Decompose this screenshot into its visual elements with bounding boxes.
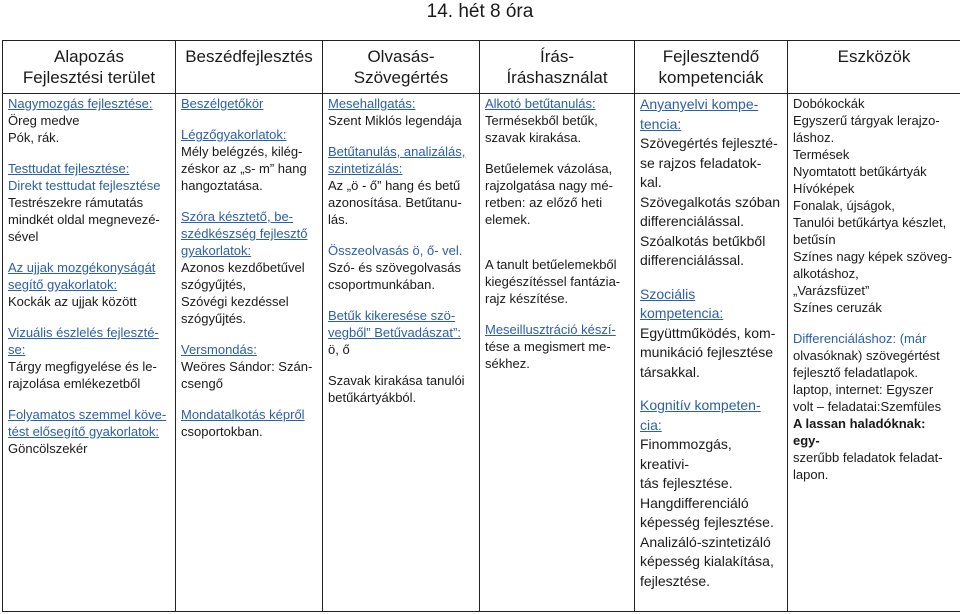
cell-line: Szóra késztető, be-	[181, 209, 293, 224]
cell-line: mindkét oldal megnevezé-	[8, 212, 160, 227]
cell-line: Differenciáláshoz: (már	[793, 331, 927, 346]
spacer	[485, 242, 629, 256]
spacer	[8, 310, 170, 324]
cell-line: Légzőgyakorlatok:	[181, 127, 287, 142]
cell-line: Szó- és szövegolvasás	[328, 260, 461, 275]
cell-line: azonosítása. Betűtanu-	[328, 195, 462, 210]
header-row	[3, 41, 960, 94]
cell-line: Betűtanulás, analizálás,	[328, 144, 466, 159]
cell-line: kal.	[640, 174, 662, 190]
header-text	[176, 41, 322, 67]
cell-line: tencia:	[640, 115, 682, 132]
cell-line: differenciálással.	[640, 213, 745, 229]
header-cell	[323, 41, 480, 94]
cell-line: Anyanyelvi kompe-	[640, 96, 759, 112]
cell-line: Meseillusztráció készí-	[485, 322, 616, 337]
cell-line: hangoztatása.	[181, 178, 263, 193]
cell-line: Szociális kompetencia:	[640, 285, 724, 321]
cell-line: szógyűjtés.	[181, 311, 247, 326]
header-line: Fejlesztési terület	[22, 68, 156, 87]
header-line: kompetenciák	[658, 68, 764, 87]
cell-line: Kockák az ujjak között	[8, 294, 137, 309]
header-cell	[3, 41, 176, 94]
cell-line: Mesehallgatás:	[328, 96, 416, 111]
cell-line: olvasóknak) szövegértést	[793, 348, 940, 363]
spacer	[328, 129, 474, 143]
cell-line: Szövegalkotás szóban	[640, 193, 781, 210]
cell-line: tás fejlesztése.	[640, 475, 733, 491]
cell-line: differenciálással.	[640, 252, 745, 268]
header-line: Íráshasználat	[506, 68, 608, 87]
cell-line: Nyomtatott betűkártyák	[793, 164, 927, 179]
cell-line: munikáció fejlesztése	[640, 344, 774, 360]
cell-line: betűkártyákból.	[328, 390, 417, 405]
cell-line: Termések	[793, 147, 850, 162]
cell-line: Színes ceruzák	[793, 300, 882, 315]
cell-beszedfejlesztes	[176, 94, 323, 612]
cell-line: Mondatalkotás képről	[181, 407, 305, 422]
header-line: Fejlesztendő	[662, 47, 760, 66]
spacer	[8, 245, 170, 259]
cell-line: sékhez.	[485, 356, 530, 371]
cell-line: vegből” Betűvadászat”:	[328, 325, 461, 340]
cell-line: Betűelemek vázolása,	[485, 161, 613, 176]
cell-line: lapon.	[793, 467, 829, 482]
cell-line: Nagymozgás fejlesztése:	[8, 96, 153, 111]
header-line: Beszédfejlesztés	[185, 47, 313, 66]
cell-line: Szent Miklós legendája	[328, 113, 462, 128]
header-line: Írás-	[540, 47, 574, 66]
cell-line: gyakorlatok:	[181, 243, 252, 258]
cell-line: Dobókockák	[793, 96, 865, 111]
header-text	[323, 41, 479, 88]
cell-line: Színes nagy képek szöveg-	[793, 249, 952, 264]
cell-line: képesség fejlesztése.	[640, 514, 774, 530]
cell-line: Szövegértés fejleszté-	[640, 135, 778, 151]
cell-line: Alkotó betűtanulás:	[485, 96, 596, 111]
header-cell	[635, 41, 788, 94]
header-text	[480, 41, 634, 88]
cell-line: Szóvégi kezdéssel	[181, 294, 289, 309]
cell-line: Testtudat fejlesztése:	[8, 161, 130, 176]
spacer	[793, 316, 955, 330]
header-cell	[176, 41, 323, 94]
cell-kompetenciak	[635, 94, 788, 612]
cell-line: Öreg medve	[8, 113, 80, 128]
content-row	[3, 94, 960, 612]
cell-line: Fonalak, újságok,	[793, 198, 895, 213]
cell-line: Mély belégzés, kilég-	[181, 144, 303, 159]
cell-line: szédkészség fejlesztő	[181, 226, 308, 241]
header-line: Alapozás	[54, 47, 124, 66]
header-line: Olvasás-	[367, 47, 435, 66]
cell-line: rajzolgatása nagy mé-	[485, 178, 613, 193]
cell-iras	[480, 94, 635, 612]
cell-line: se:	[8, 342, 26, 357]
spacer	[485, 146, 629, 160]
page-title: 14. hét 8 óra	[426, 1, 534, 22]
cell-line: Versmondás:	[181, 342, 257, 357]
header-line: Eszközök	[837, 47, 911, 66]
cell-line: betűsín	[793, 232, 836, 247]
spacer	[328, 358, 474, 372]
cell-line: Kognitív kompeten-	[640, 397, 761, 413]
cell-line: Weöres Sándor: Szán-	[181, 359, 313, 374]
cell-line: Finommozgás, kreativi-	[640, 436, 732, 472]
cell-line: Analizáló-szintetizáló	[640, 533, 771, 550]
cell-line: Egyszerű tárgyak lerajzo-	[793, 113, 940, 128]
cell-line: fejlesztő feladatlapok.	[793, 365, 919, 380]
cell-line: Az ujjak mozgékonyságát	[8, 260, 156, 275]
spacer	[640, 382, 782, 396]
cell-eszkozok	[788, 94, 960, 612]
spacer	[328, 293, 474, 307]
cell-line: retben: az előző heti	[485, 195, 603, 210]
spacer	[181, 327, 317, 341]
cell-line: Folyamatos szemmel köve-	[8, 407, 167, 422]
spacer	[485, 228, 629, 242]
cell-line: Direkt testtudat fejlesztése	[8, 178, 161, 193]
cell-line: Tárgy megfigyelése és le-	[8, 359, 157, 374]
cell-line: segítő gyakorlatok:	[8, 277, 118, 292]
cell-line: Azonos kezdőbetűvel	[181, 260, 305, 275]
cell-line: szerűbb feladatok feladat-	[793, 450, 943, 465]
cell-line: Betűk kikeresése szö-	[328, 308, 456, 323]
spacer	[328, 228, 474, 242]
cell-fejlesztesi-terulet	[3, 94, 176, 612]
cell-line: rajzolása emlékezetből	[8, 376, 141, 391]
header-text	[788, 41, 960, 67]
spacer	[181, 112, 317, 126]
header-line: Szövegértés	[353, 68, 449, 87]
header-text	[635, 41, 787, 88]
cell-line: csengő	[181, 376, 223, 391]
cell-line: fejlesztése.	[640, 572, 711, 589]
cell-line: szógyűjtés,	[181, 277, 247, 292]
cell-line: tése a megismert me-	[485, 339, 611, 354]
cell-line: Szóalkotás betűkből	[640, 232, 766, 249]
cell-line: képesség kialakítása,	[640, 553, 774, 569]
header-cell	[788, 41, 960, 94]
cell-line: volt – feladatai:Szemfüles	[793, 399, 942, 414]
cell-line: Az „ö - ő” hang és betű	[328, 178, 461, 193]
cell-line: A lassan haladóknak: egy-	[793, 416, 926, 448]
cell-line: A tanult betűelemekből	[485, 257, 617, 272]
cell-line: Testrészekre rámutatás	[8, 195, 144, 210]
lesson-plan-table	[2, 40, 960, 612]
spacer	[8, 392, 170, 406]
cell-line: Összeolvasás ö, ő- vel.	[328, 243, 463, 258]
cell-line: laptop, internet: Egyszer	[793, 382, 934, 397]
cell-line: Szavak kirakása tanulói	[328, 373, 465, 388]
cell-line: elemek.	[485, 212, 531, 227]
cell-line: kiegészítéssel fantázia-	[485, 274, 621, 289]
cell-line: Beszélgetőkör	[181, 96, 264, 111]
cell-line: tést elősegítő gyakorlatok:	[8, 424, 160, 439]
header-cell	[480, 41, 635, 94]
cell-line: láshoz.	[793, 130, 835, 145]
cell-line: lás.	[328, 212, 349, 227]
cell-line: ö, ő	[328, 342, 350, 357]
cell-line: Hívóképek	[793, 181, 855, 196]
spacer	[181, 392, 317, 406]
cell-line: „Varázsfüzet”	[793, 283, 870, 298]
cell-line: csoportmunkában.	[328, 277, 435, 292]
spacer	[485, 307, 629, 321]
cell-line: Vizuális észlelés fejleszté-	[8, 325, 159, 340]
cell-line: Tanulói betűkártya készlet,	[793, 215, 947, 230]
cell-line: szavak kirakása.	[485, 130, 582, 145]
cell-line: Hangdifferenciáló	[640, 494, 749, 511]
cell-line: Pók, rák.	[8, 130, 60, 145]
spacer	[181, 194, 317, 208]
cell-line: rajz készítése.	[485, 291, 569, 306]
cell-line: Göncölszekér	[8, 441, 88, 456]
cell-line: Együttműködés, kom-	[640, 324, 776, 341]
cell-line: szintetizálás:	[328, 161, 403, 176]
cell-line: sével	[8, 229, 39, 244]
cell-olvasas	[323, 94, 480, 612]
cell-line: Termésekből betűk,	[485, 113, 598, 128]
spacer	[640, 271, 782, 285]
cell-line: társakkal.	[640, 363, 700, 380]
cell-line: csoportokban.	[181, 424, 263, 439]
cell-line: zéskor az „s- m” hang	[181, 161, 307, 176]
header-text	[3, 41, 175, 88]
spacer	[8, 146, 170, 160]
cell-line: se rajzos feladatok-	[640, 154, 762, 171]
cell-line: cia:	[640, 416, 662, 433]
cell-line: alkotáshoz,	[793, 266, 859, 281]
